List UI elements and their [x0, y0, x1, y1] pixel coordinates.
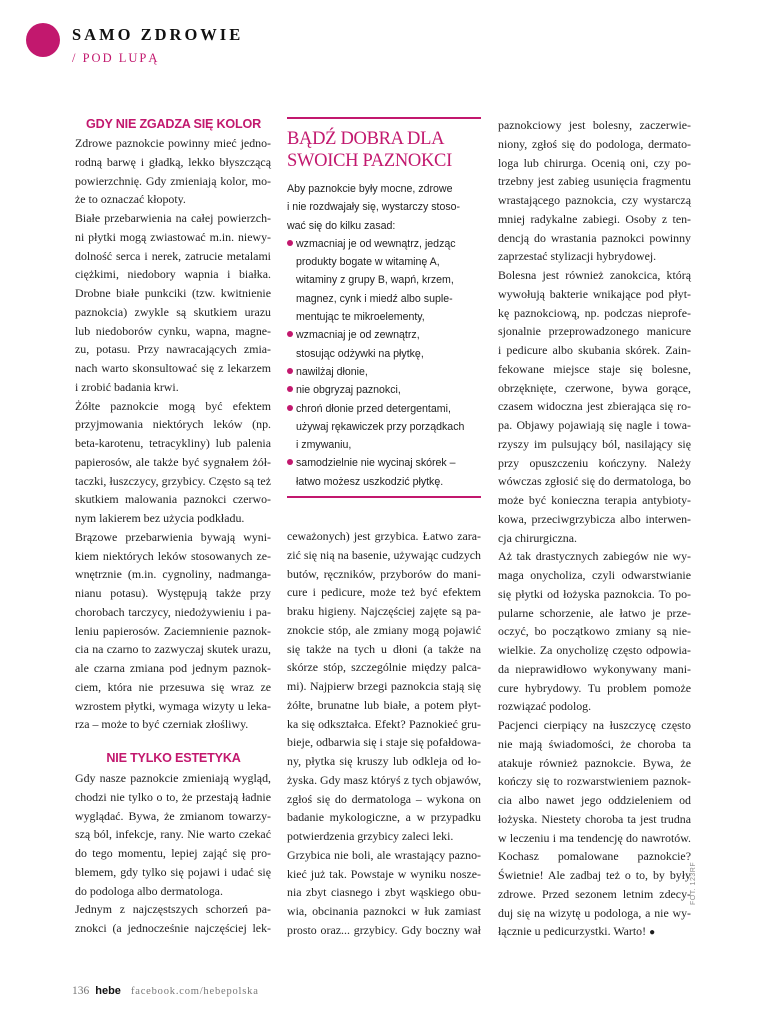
text-line	[75, 882, 271, 901]
text-line-content: wia, obcinania paznokci w łuk zamiast	[287, 904, 481, 918]
box-bullet-line	[287, 473, 477, 491]
text-line-content: beta-karotenu, tetracykliny) lub palenia	[75, 436, 271, 450]
box-bullet-line	[287, 290, 477, 308]
text-line-content: kończy się to rozwarstwieniem paznok-	[498, 774, 691, 789]
text-line	[75, 490, 271, 509]
text-line	[498, 454, 691, 473]
text-line-content: Świetnie! Ale zadbaj też o to, by były	[498, 868, 691, 882]
text-line-content: zić się nią na basenie, używając cudzych	[287, 547, 481, 562]
text-line	[498, 566, 691, 585]
box-bullet-text: stosując odżywki na płytkę,	[296, 347, 424, 360]
text-line	[287, 921, 481, 940]
text-line-content: ciężkimi, niedobory wapnia i białka.	[75, 267, 271, 282]
text-line-content: badanie mykologiczne, a w przypadku	[287, 810, 481, 825]
text-line-content: cure i pedicure, może też być efektem	[287, 585, 481, 600]
text-line	[75, 434, 271, 453]
text-line	[498, 866, 691, 885]
text-line	[287, 715, 481, 734]
box-bullet-text: używaj rękawiczek przy porządkach	[296, 420, 465, 433]
box-bullet-text: chroń dłonie przed detergentami,	[296, 402, 451, 415]
text-line-content: zgłoś się do dermatologa – wykona on	[287, 791, 481, 806]
bullet-icon	[287, 405, 293, 411]
text-line-content: zaprzestać stylizacji hybrydowej.	[498, 249, 657, 264]
text-line-content: nie mają świadomości, że choroba ta	[498, 736, 691, 751]
text-line-content: ny, płytka się kruszy lub odkleja od ło-	[287, 754, 481, 768]
text-line	[287, 771, 481, 790]
text-line	[75, 659, 271, 678]
text-line-content: rzyszy im pulsujący ból, nasilający się	[498, 436, 691, 451]
text-line	[75, 919, 271, 938]
text-line	[498, 116, 691, 135]
text-line	[498, 829, 691, 848]
box-bullet-line	[287, 326, 477, 344]
text-line	[498, 904, 691, 923]
text-line	[75, 769, 271, 788]
text-line-content: niony, zgłoś się do podologa, dermato-	[498, 136, 691, 151]
text-line-content: rozwiązać podolog.	[498, 699, 592, 714]
text-line	[498, 529, 691, 548]
text-line	[287, 790, 481, 809]
text-line-content: paznokciowy jest bolesny, zaczerwie-	[498, 118, 691, 132]
box-title-line: SWOICH PAZNOKCI	[287, 151, 452, 171]
text-line	[498, 791, 691, 810]
text-line-content: do podologa albo dermatologa.	[75, 883, 223, 898]
social-link[interactable]: facebook.com/hebepolska	[130, 986, 259, 997]
text-line-content: trzebny jest zabieg usunięcia fragmentu	[498, 174, 691, 189]
heading-color: GDY NIE ZGADZA SIĘ KOLOR	[85, 117, 262, 131]
text-line-content: nym lakierem bez użycia podkładu.	[75, 511, 245, 525]
text-line	[498, 379, 691, 398]
text-line-content: cja chirurgiczna.	[498, 530, 578, 545]
text-line	[498, 191, 691, 210]
box-intro-line: i nie rozdwajały się, wystarczy stoso-	[287, 201, 461, 214]
end-mark-icon: ●	[649, 927, 656, 939]
text-line	[498, 679, 691, 698]
text-line	[75, 603, 271, 622]
text-line	[75, 640, 271, 659]
text-line-content: Kochasz pomalowane paznokcie?	[498, 849, 691, 864]
text-line-content: rodną barwę i gładką, lekko błyszczącą	[75, 154, 271, 169]
text-line-content: znokcie stóp, ale zmiany mogą pojawić	[287, 622, 481, 637]
box-bullet-line	[287, 363, 477, 381]
text-line-content: szą ból, infekcje, rany. Nie warto czekać	[75, 827, 271, 842]
text-line	[498, 641, 691, 660]
text-line	[498, 172, 691, 191]
text-line-content: bieje, odbarwia się i staje się pofałdowa-	[287, 735, 481, 750]
text-line-content: fekowane miejsce staje się bolesne,	[498, 361, 691, 376]
text-line-content: cia na czarno to zazwyczaj skutek urazu,	[75, 642, 271, 657]
text-line-content: dencją do wrastania paznokci powinny	[498, 230, 691, 245]
text-line	[75, 584, 271, 603]
box-bullet-text: samodzielnie nie wycinaj skórek –	[296, 457, 456, 470]
text-line	[287, 658, 481, 677]
text-line-content: kowa, przeciwgrzybicza albo interwen-	[498, 511, 691, 526]
left-column-text-2	[75, 769, 271, 938]
text-line	[75, 900, 271, 919]
text-line-content: do tego momentu, lepiej zająć się pro-	[75, 846, 271, 860]
box-bullet-text: wzmacniaj je od zewnątrz,	[296, 329, 420, 342]
right-column-text	[498, 116, 691, 941]
box-bullet-text: mentując te mikroelementy,	[296, 311, 425, 324]
text-line	[498, 285, 691, 304]
text-line	[287, 827, 481, 846]
text-line-content: przy opuszczeniu kończyny. Należy	[498, 455, 691, 470]
text-line	[75, 715, 271, 734]
text-line	[75, 209, 271, 228]
text-line-content: mi). Najpierw brzegi paznokcia stają się	[287, 679, 481, 693]
text-line-content: butów, ręczników, przyborów do mani-	[287, 566, 481, 581]
text-line	[75, 678, 271, 697]
text-line	[287, 883, 481, 902]
text-line	[75, 697, 271, 716]
text-line	[75, 547, 271, 566]
text-line	[287, 546, 481, 565]
box-bullet-text: łatwo możesz uszkodzić płytkę.	[296, 475, 444, 488]
footer	[72, 985, 259, 997]
text-line-content: dolność serca i nerek, zatrucie metalami	[75, 248, 271, 263]
box-bullet-text: magnez, cynk i miedź albo suple-	[296, 292, 453, 305]
text-line-content: Białe przebarwienia na całej powierzch-	[75, 211, 271, 225]
text-line	[498, 885, 691, 904]
text-line	[75, 378, 271, 397]
left-column-text-1	[75, 134, 271, 734]
text-line	[287, 902, 481, 921]
box-bottom-rule	[287, 496, 481, 498]
box-top-rule	[287, 117, 481, 119]
text-line-content: Zdrowe paznokcie powinny mieć jedno-	[75, 136, 271, 150]
text-line	[498, 772, 691, 791]
text-line-content: żółte, brunatne lub białe, a potem płyt-	[287, 697, 481, 712]
box-bullet-line	[287, 381, 477, 399]
text-line	[287, 602, 481, 621]
box-bullet-text: wzmacniaj je od wewnątrz, jedząc	[296, 237, 456, 250]
text-line	[498, 135, 691, 154]
text-line	[75, 322, 271, 341]
text-line-content: Bolesna jest również zanokcica, którą	[498, 268, 691, 282]
text-line	[498, 472, 691, 491]
text-line-content: czasem widoczna jest zbierająca się ro-	[498, 399, 691, 414]
text-line-content: się także na tych u dłoni (a także na	[287, 641, 481, 656]
bullet-icon	[287, 331, 293, 337]
text-line	[75, 863, 271, 882]
text-line-content: łożyska. Niestety choroba ta jest trudna	[498, 811, 691, 826]
text-line-content: powierzchnię. Gdy zmieniają kolor, mo-	[75, 173, 271, 188]
text-line-content: i pedicure albo skubania skórek. Zain-	[498, 343, 691, 357]
text-line	[287, 527, 481, 546]
text-line	[498, 491, 691, 510]
box-bullet-line	[287, 345, 477, 363]
text-line-content: oczyć, bo początkowo zmiany są nie-	[498, 624, 691, 639]
middle-column-text	[287, 527, 481, 940]
text-line	[498, 585, 691, 604]
text-line-content: wielkie. Za onycholizę często odpowia-	[498, 643, 691, 657]
text-line	[75, 622, 271, 641]
text-line	[75, 807, 271, 826]
text-line	[498, 810, 691, 829]
text-line-content: wnętrznie (m.in. cygnoliny, nadmanga-	[75, 567, 271, 582]
text-line-content: atakuje również paznokcie. Bywa, że	[498, 755, 691, 770]
section-subtitle: / POD LUPĄ	[72, 51, 160, 65]
text-line	[75, 788, 271, 807]
text-line	[287, 808, 481, 827]
text-line-content: mniej radykalne zabiegi. Osoby z ten-	[498, 211, 691, 226]
text-line-content: duj się na wizytę u podologa, a nie wy-	[498, 905, 691, 920]
text-line-content: wzrostem płytki, wymaga wizyty u leka-	[75, 698, 271, 713]
text-line	[75, 825, 271, 844]
text-line-content: Brązowe przebarwienia bywają wyni-	[75, 529, 271, 544]
bullet-icon	[287, 459, 293, 465]
box-bullet-line	[287, 400, 477, 418]
text-line	[75, 247, 271, 266]
box-intro-line: Aby paznokcie były mocne, zdrowe	[287, 183, 453, 195]
text-line-content: da nieprawidłowo wykonywany mani-	[498, 661, 691, 676]
text-line	[287, 696, 481, 715]
text-line	[498, 266, 691, 285]
text-line-content: Aż tak drastycznych zabiegów nie wy-	[498, 549, 691, 564]
text-line-content: ni płytki mogą zwiastować m.in. niewy-	[75, 229, 271, 244]
text-line	[498, 510, 691, 529]
text-line-content: przyjmowania niektórych leków (np.	[75, 417, 271, 432]
text-line	[287, 621, 481, 640]
text-line	[287, 583, 481, 602]
text-line	[498, 622, 691, 641]
text-line-content: paznokcia) zwykle są skutkiem urazu	[75, 304, 271, 319]
text-line	[287, 733, 481, 752]
text-line-content: w leczeniu i ma tendencję do nawrotów.	[498, 830, 691, 845]
text-line-content: ale czarna zmiana pod jednym paznok-	[75, 661, 271, 675]
text-line	[75, 565, 271, 584]
text-line	[498, 754, 691, 773]
text-line	[287, 752, 481, 771]
text-line	[75, 415, 271, 434]
text-line-content: znokci (a jednocześnie najczęściej lek-	[75, 921, 271, 935]
text-line-content: wywołują bakterie wnikające pod płyt-	[498, 286, 691, 301]
text-line-content: sjonalnie przeprowadzonego manicure	[498, 324, 691, 339]
text-line	[75, 284, 271, 303]
text-line-content: pularne schorzenie, ale łatwo je prze-	[498, 605, 691, 620]
text-line-content: cia albo nawet jego oddzieleniem od	[498, 793, 691, 807]
text-line-content: że to oznaczać kłopoty.	[75, 192, 186, 207]
text-line-content: blemem, gdy tylko się pojawi i udać się	[75, 864, 271, 879]
box-bullet-text: produkty bogate w witaminę A,	[296, 256, 440, 269]
text-line	[75, 509, 271, 528]
text-line-content: może być konieczna terapia antybioty-	[498, 493, 691, 507]
text-line-content: rza – może to być czerniak złośliwy.	[75, 717, 249, 732]
section-title: SAMO ZDROWIE	[72, 25, 244, 44]
text-line-content: zu, potasu. Przy nawracających zmia-	[75, 342, 271, 357]
box-bullet-line	[287, 253, 477, 271]
text-line-content: kieć już tak. Powstaje w wyniku nosze-	[287, 866, 481, 881]
text-line	[75, 472, 271, 491]
text-line-content: nianu potasu). Występują także przy	[75, 586, 271, 600]
text-line-content: lub niedoborów cynku, wapna, magne-	[75, 323, 271, 338]
text-line-content: potwierdzenia grzybicy zaleci leki.	[287, 829, 454, 843]
text-line-content: pa. Objawy pojawiają się nagle i towa-	[498, 418, 691, 432]
text-line-content: kiem niektórych leków stosowanych ze-	[75, 548, 271, 563]
text-line	[75, 190, 271, 209]
box-title-line: BĄDŹ DOBRA DLA	[287, 129, 445, 149]
text-line-content: ceważonych) jest grzybica. Łatwo zara-	[287, 529, 481, 543]
text-line-content: łącznie u pedicurzystki. Warto!	[498, 924, 647, 939]
text-line	[498, 697, 691, 716]
text-line-content: leniu papierosów. Zaciemnienie paznok-	[75, 623, 271, 638]
text-line-content: kę paznokciową, np. podczas nieprofe-	[498, 305, 691, 320]
text-line	[287, 677, 481, 696]
bullet-icon	[287, 386, 293, 392]
text-line-content: prosto oraz... grzybicy. Gdy boczny wał	[287, 922, 481, 937]
text-line	[498, 229, 691, 248]
text-line-content: chorobach tarczycy, niedożywieniu i pa-	[75, 604, 271, 619]
text-line-content: skórze stóp, szczególnie między palca-	[287, 660, 481, 675]
box-bullet-line	[287, 454, 477, 472]
text-line	[498, 922, 691, 941]
text-line	[498, 847, 691, 866]
bullet-icon	[287, 240, 293, 246]
text-line	[75, 397, 271, 416]
text-line-content: wrastającego paznokcia, czy wystarczą	[498, 193, 691, 207]
text-line-content: taczki, łuszczycy, grzybicy. Często są też	[75, 473, 271, 488]
text-line-content: cure hybrydowy. Tu problem pomoże	[498, 680, 691, 695]
text-line	[75, 153, 271, 172]
text-line	[75, 172, 271, 191]
text-line-content: ciem, która nie przesuwa się wraz ze	[75, 679, 271, 694]
text-line	[498, 660, 691, 679]
text-line-content: nach warto skonsultować się z lekarzem	[75, 361, 271, 375]
text-line	[287, 846, 481, 865]
text-line	[75, 453, 271, 472]
text-line-content: Grzybica nie boli, ale wrastający pazno-	[287, 847, 481, 862]
text-line	[75, 134, 271, 153]
text-line	[75, 303, 271, 322]
text-line	[498, 210, 691, 229]
text-line	[75, 265, 271, 284]
box-bullet-line	[287, 271, 477, 289]
text-line	[498, 360, 691, 379]
box-bullet-text: i zmywaniu,	[296, 439, 352, 452]
text-line	[287, 640, 481, 659]
section-dot-icon	[26, 23, 60, 57]
text-line	[498, 735, 691, 754]
text-line	[287, 865, 481, 884]
text-line	[287, 565, 481, 584]
brand-logo: hebe	[95, 985, 121, 997]
photo-credit: FOT. 123RF	[690, 861, 697, 905]
text-line-content: i zrobić badania krwi.	[75, 379, 179, 394]
text-line-content: Drobne białe punkciki (tzw. kwitnienie	[75, 286, 271, 300]
text-line-content: maga onycholiza, czyli odwarstwianie	[498, 568, 691, 582]
text-line-content: nia zbyt ciasnego i zbyt wąskiego obu-	[287, 885, 481, 900]
box-bullet-text: nie obgryzaj paznokci,	[296, 384, 401, 397]
text-line-content: zdrowe. Przed sezonem letnim zdecy-	[498, 886, 691, 901]
text-line	[498, 547, 691, 566]
text-line	[498, 435, 691, 454]
box-bullet-text: nawilżaj dłonie,	[296, 365, 368, 378]
text-line-content: loga lub chirurga. Ocenią oni, czy po-	[498, 155, 691, 170]
text-line	[498, 247, 691, 266]
text-line	[75, 359, 271, 378]
box-intro-line: wać się do kilku zasad:	[287, 219, 396, 232]
box-title	[287, 128, 452, 172]
text-line-content: się płytki od łożyska paznokcia. To po-	[498, 586, 691, 601]
text-line-content: braku higieny. Najczęściej zajęte są pa-	[287, 604, 481, 618]
page-number: 136	[72, 985, 90, 997]
text-line-content: żyska. Gdy masz któryś z tych objawów,	[287, 772, 482, 787]
text-line-content: obrzęknięte, czerwone, bywa gorące,	[498, 380, 691, 395]
text-line	[75, 528, 271, 547]
text-line	[498, 341, 691, 360]
box-bullet-line	[287, 418, 477, 436]
text-line-content: papierosów, ale także być sygnałem żół-	[75, 454, 271, 469]
text-line	[498, 304, 691, 323]
text-line	[498, 716, 691, 735]
text-line-content: Żółte paznokcie mogą być efektem	[75, 398, 271, 413]
text-line	[498, 604, 691, 623]
tips-box	[287, 180, 477, 491]
text-line	[75, 340, 271, 359]
text-line	[498, 397, 691, 416]
text-line-content: Pacjenci cierpiący na łuszczycę często	[498, 718, 691, 732]
bullet-icon	[287, 368, 293, 374]
text-line	[75, 228, 271, 247]
text-line-content: chodzi nie tylko o to, że przestają ładnie	[75, 789, 271, 804]
text-line-content: skutkiem malowania paznokci czerwo-	[75, 492, 271, 507]
text-line	[498, 154, 691, 173]
text-line	[498, 416, 691, 435]
text-line-content: ka się odkształca. Efekt? Paznokieć gru-	[287, 716, 481, 731]
text-line	[498, 322, 691, 341]
text-line-content: Gdy nasze paznokcie zmieniają wygląd,	[75, 771, 271, 785]
box-bullet-text: witaminy z grupy B, wapń, krzem,	[296, 274, 454, 287]
heading-aesthetics: NIE TYLKO ESTETYKA	[106, 751, 241, 765]
box-bullet-line	[287, 436, 477, 454]
text-line-content: wyglądać. Bywa, że zmianom towarzy-	[75, 808, 271, 823]
box-bullet-line	[287, 235, 477, 253]
box-bullet-line	[287, 308, 477, 326]
text-line	[75, 844, 271, 863]
text-line-content: wówczas zgłosić się do dermatologa, bo	[498, 474, 691, 489]
text-line-content: Jednym z najczęstszych schorzeń pa-	[75, 902, 271, 917]
